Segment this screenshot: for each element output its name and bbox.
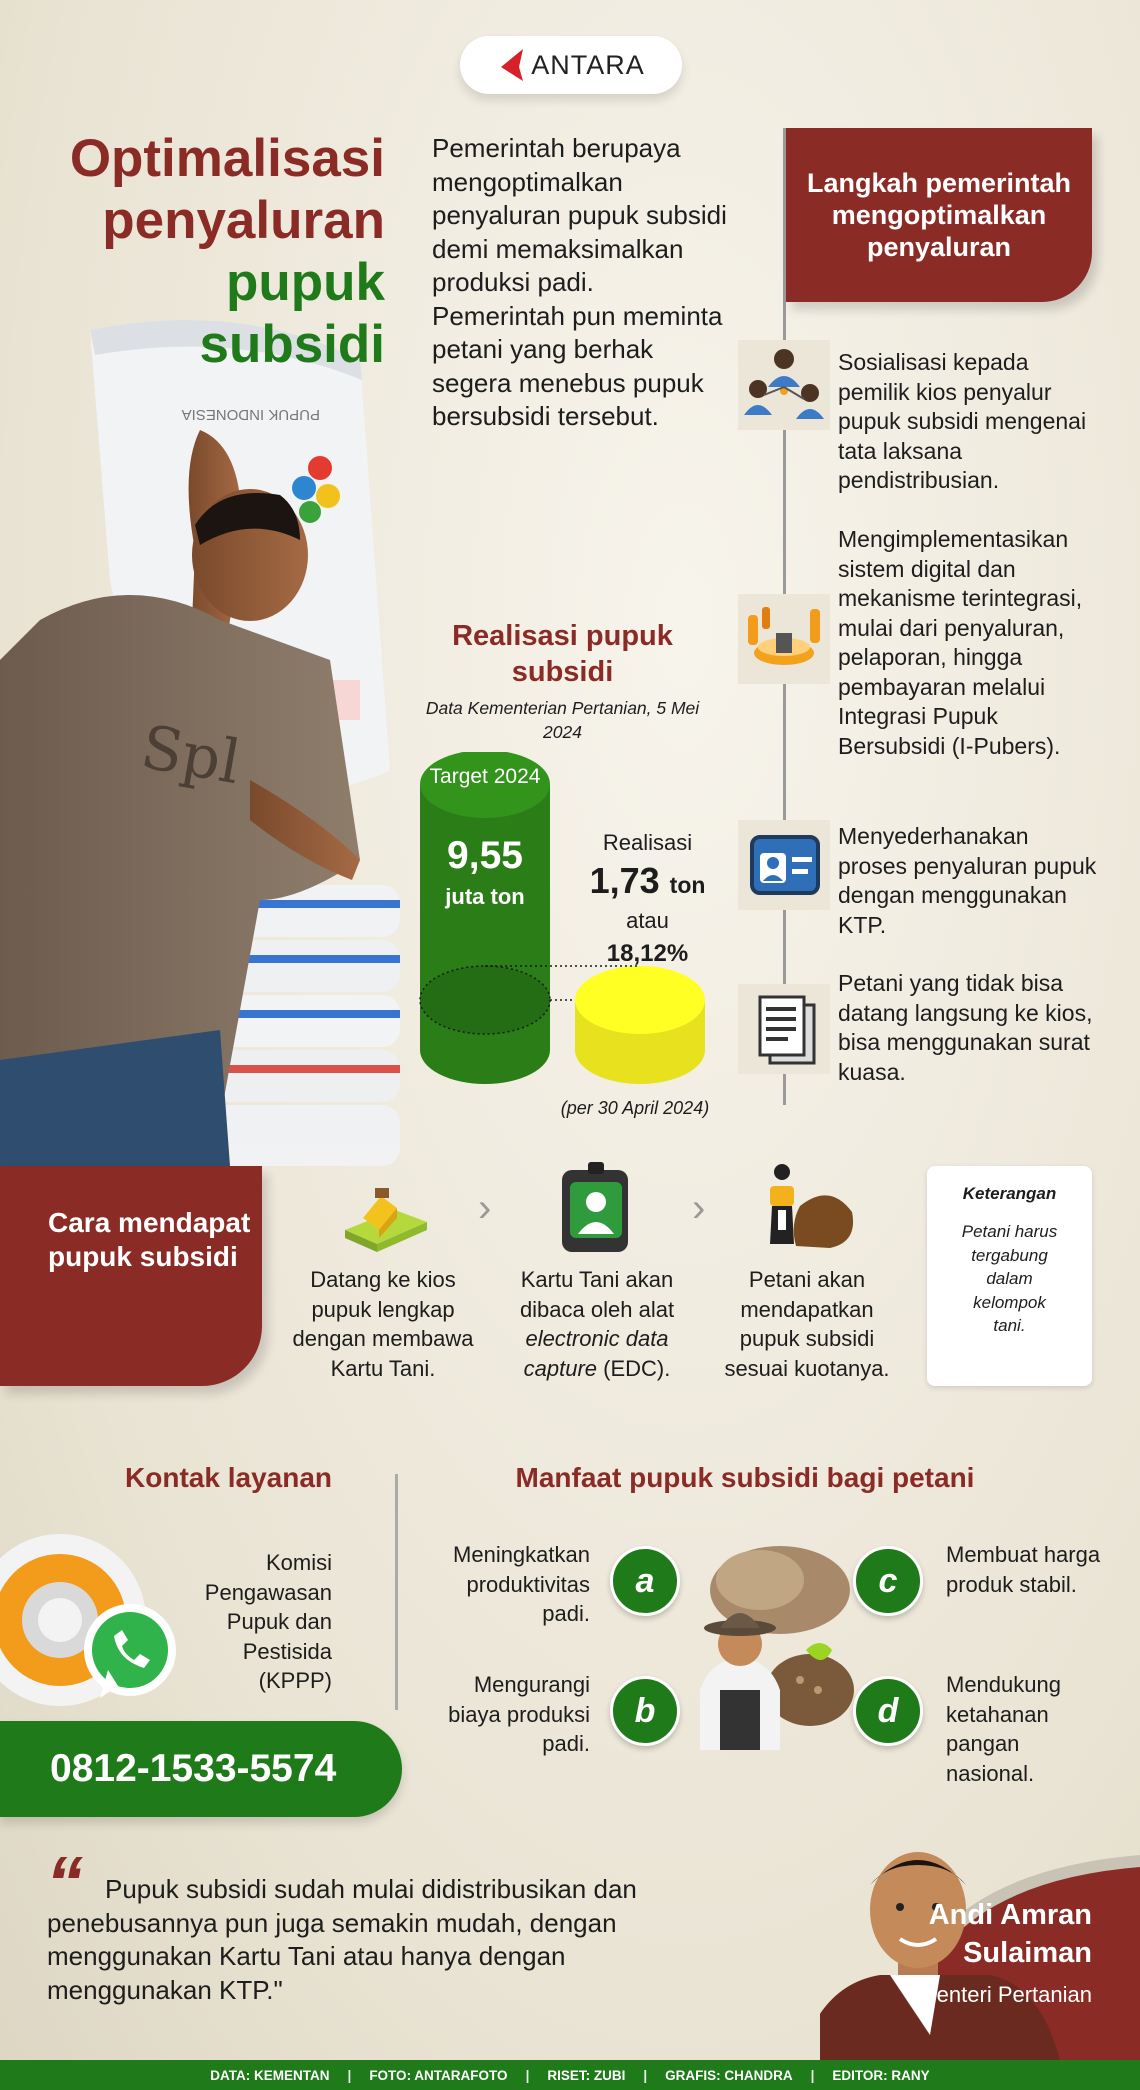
speaker-name-line-2: Sulaiman [963,1937,1092,1969]
contact-organization: Komisi Pengawasan Pupuk dan Pestisida (KPPP) [204,1550,332,1693]
howto-step-2-post: (EDC). [597,1355,671,1381]
svg-text:Spl: Spl [135,712,246,799]
benefit-d-badge: d [853,1676,923,1746]
document-icon [738,984,830,1074]
id-card-icon [738,820,830,910]
target-cylinder [420,752,550,1084]
benefit-a-badge: a [610,1546,680,1616]
page-title [70,128,385,376]
credit-editor: EDITOR: RANY [832,2067,930,2083]
contact-divider [395,1474,398,1710]
howto-step-3: Petani akan mendapatkan pupuk subsidi sesuai kuotanya. [724,1267,890,1381]
howto-step-2-pre: Kartu Tani akan dibaca oleh alat [519,1267,675,1322]
realization-percent: 18,12% [606,940,689,967]
realization-date-note: (per 30 April 2024) [560,1098,710,1118]
benefit-a-text: Meningkatkan produktivitas padi. [453,1542,590,1626]
separator: | [810,2067,815,2083]
fertilizer-sack-icon [760,1162,860,1262]
farmer-with-fertilizer-icon [680,1540,860,1750]
realization-value-row [570,860,725,902]
realization-label: Realisasi [602,830,693,855]
note-box [927,1166,1092,1386]
phone-number[interactable]: 0812-1533-5574 [0,1721,402,1817]
step-item-4: Petani yang tidak bisa datang langsung ke kios, bisa menggunakan surat kuasa. [838,970,1093,1085]
whatsapp-phone-icon [0,1510,200,1750]
note-title: Keterangan [962,1184,1057,1203]
quote-mark-icon: “ [46,1841,83,1924]
title-line-1: Optimalisasi [69,129,385,188]
step-item-1: Sosialisasi kepada pemilik kios penyalur pupuk subsidi mengenai tata laksana pendistribusian. [838,349,1087,493]
howto-step-2 [502,1265,692,1383]
credit-riset: RISET: ZUBI [547,2067,626,2083]
howto-header: Cara mendapat pupuk subsidi [0,1166,262,1386]
chevron-right-icon: › [692,1186,706,1230]
realization-cylinder [575,966,705,1084]
step-item-2: Mengimplementasikan sistem digital dan mekanisme terintegrasi, mulai dari penyaluran, pelaporan, hingga pembayaran melalui Integrasi Pupuk Bersubsidi (I-Pubers). [838,526,1083,759]
howto-step-1: Datang ke kios pupuk lengkap dengan membawa Kartu Tani. [292,1267,474,1381]
target-value: 9,55 [447,834,523,877]
realization-source: Data Kementerian Pertanian, 5 Mei 2024 [425,698,700,742]
realization-unit: ton [669,872,706,898]
speaker-name-line-1: Andi Amran [928,1899,1092,1931]
quote-text: Pupuk subsidi sudah mulai didistribusikan dan penebusannya pun juga semakin mudah, dengan menggunakan Kartu Tani atau hanya dengan menggunakan KTP." [47,1874,637,2005]
farmer-carrying-sack-photo [0,300,400,1166]
kiosk-icon [335,1160,435,1260]
antara-logo [460,36,682,94]
speaker-role: Menteri Pertanian [918,1982,1092,2007]
note-body: Petani harus tergabung dalam kelompok tani. [961,1222,1058,1335]
intro-paragraph: Pemerintah berupaya mengoptimalkan penyaluran pupuk subsidi demi memaksimalkan produksi padi. Pemerintah pun meminta petani yang berhak segera menebus pupuk bersubsidi tersebut. [432,133,727,431]
benefit-b-badge: b [610,1676,680,1746]
credit-grafis: GRAFIS: CHANDRA [665,2067,793,2083]
title-line-4: subsidi [199,315,385,374]
separator: | [525,2067,530,2083]
step-item-3: Menyederhanakan proses penyaluran pupuk dengan menggunakan KTP. [838,823,1097,938]
benefits-title: Manfaat pupuk subsidi bagi petani [515,1462,975,1493]
svg-text:PUPUK INDONESIA: PUPUK INDONESIA [181,406,320,423]
title-line-3: pupuk [226,253,385,312]
people-icon [738,340,830,430]
card-reader-icon [548,1162,648,1262]
separator: | [347,2067,352,2083]
realization-or: atau [626,908,669,933]
benefit-c-text: Membuat harga produk stabil. [946,1542,1101,1597]
howto-step-2-em: electronic data capture [523,1326,669,1381]
credit-data: DATA: KEMENTAN [210,2067,330,2083]
separator: | [643,2067,648,2083]
network-icon [738,594,830,684]
speaker-name [880,1896,1092,1972]
credit-foto: FOTO: ANTARAFOTO [369,2067,508,2083]
benefit-c-badge: c [853,1546,923,1616]
realization-title: Realisasi pupuk subsidi [452,620,673,688]
realization-cylinder-top [575,966,705,1034]
antara-logo-mark-icon [497,47,527,83]
chevron-right-icon: › [478,1186,492,1230]
realization-value: 1,73 [589,860,660,901]
target-label: Target 2024 [429,765,541,788]
steps-header: Langkah pemerintah mengoptimalkan penyaluran [786,128,1092,302]
title-line-2: penyaluran [102,191,385,250]
brand-name: ANTARA [531,49,645,80]
benefit-b-text: Mengurangi biaya produksi padi. [448,1672,590,1756]
credits-footer [0,2060,1140,2090]
target-unit: juta ton [445,884,525,909]
realization-share-marker [420,966,550,1034]
contact-title: Kontak layanan [125,1462,332,1493]
benefit-d-text: Mendukung ketahanan pangan nasional. [946,1672,1061,1786]
